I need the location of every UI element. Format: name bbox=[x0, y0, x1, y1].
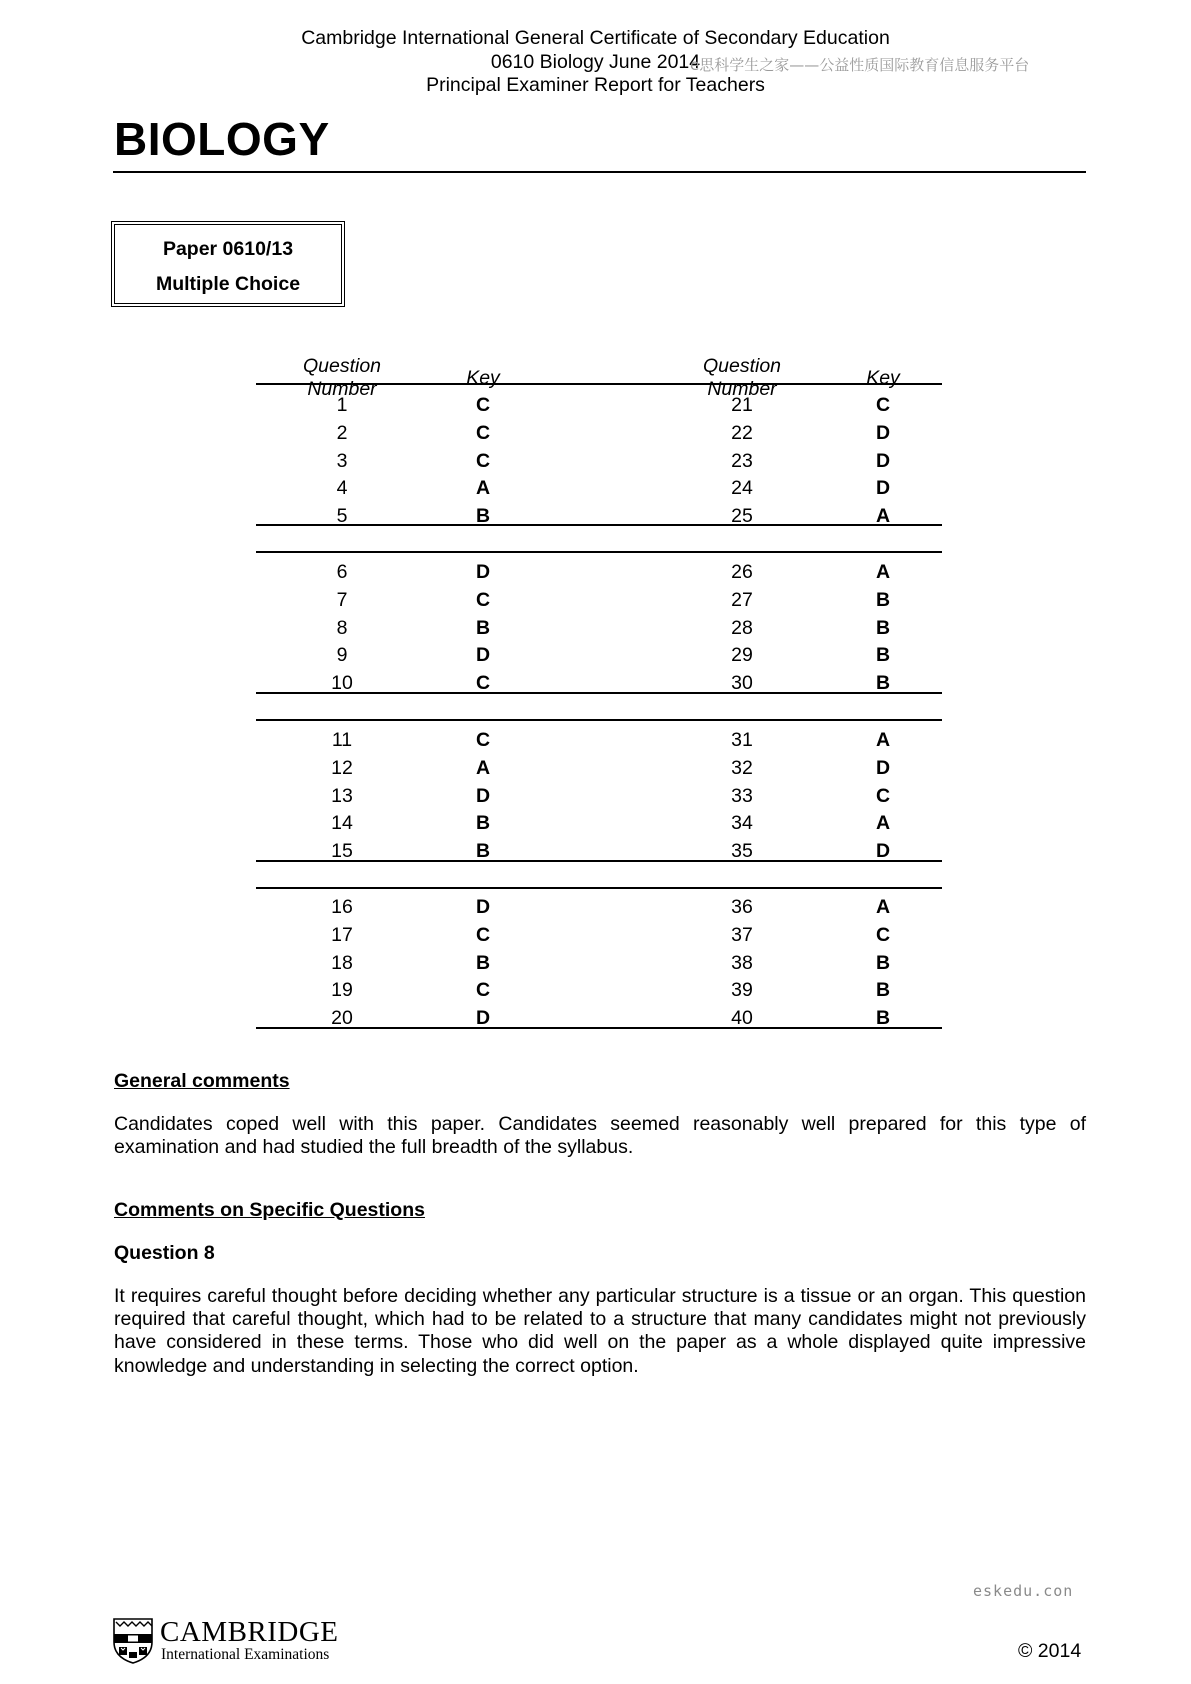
answer-key: B bbox=[875, 672, 891, 695]
question-number: 33 bbox=[731, 784, 753, 807]
question-number: 17 bbox=[331, 923, 353, 946]
paper-code: Paper 0610/13 bbox=[162, 238, 294, 260]
answer-key: D bbox=[475, 896, 491, 918]
footer-url: eskedu.con bbox=[973, 1582, 1074, 1600]
answer-key: A bbox=[875, 561, 891, 583]
answer-key: B bbox=[875, 644, 891, 667]
question-number: 26 bbox=[731, 561, 753, 583]
answer-key: C bbox=[475, 421, 491, 444]
table-row bbox=[256, 840, 942, 870]
answer-key: B bbox=[475, 951, 491, 974]
question-number: 1 bbox=[336, 394, 348, 416]
question-number: 5 bbox=[336, 505, 348, 528]
header-line-2: 0610 Biology June 2014 bbox=[490, 50, 701, 73]
table-row bbox=[256, 896, 942, 926]
question-8-text: It requires careful thought before deciding whether any particular structure is a tissue or an organ. This question required that careful thought, which had to be related to a structure that many candidates might not previously have considered in these terms. Those who did well on the paper as a whole displayed quite impressive knowledge and understanding in selecting the correct option. bbox=[114, 1285, 1086, 1377]
paper-type: Multiple Choice bbox=[155, 273, 301, 295]
header-number-word: Number bbox=[307, 378, 377, 400]
table-row bbox=[256, 672, 942, 702]
question-number: 28 bbox=[731, 616, 753, 639]
answer-key: B bbox=[875, 1007, 891, 1030]
answer-key: C bbox=[475, 588, 491, 611]
watermark-text: e思科学生之家——公益性质国际教育信息服务平台 bbox=[690, 56, 1030, 74]
answer-key: D bbox=[875, 840, 891, 863]
logo-subtitle: International Examinations bbox=[161, 1646, 330, 1663]
answer-key: A bbox=[475, 477, 491, 500]
answer-key: D bbox=[475, 644, 491, 667]
table-row bbox=[256, 617, 942, 647]
question-number: 10 bbox=[331, 672, 353, 695]
table-row bbox=[256, 785, 942, 815]
answer-key: C bbox=[475, 672, 491, 695]
question-number: 30 bbox=[731, 672, 753, 695]
question-number: 21 bbox=[731, 394, 753, 416]
logo-name: CAMBRIDGE bbox=[160, 1616, 339, 1648]
answer-key: C bbox=[475, 729, 491, 751]
table-row bbox=[256, 505, 942, 535]
answer-key: B bbox=[475, 505, 491, 528]
header-line-1: Cambridge International General Certificate of Secondary Education bbox=[301, 27, 890, 49]
answer-key: C bbox=[875, 394, 891, 416]
question-number: 20 bbox=[331, 1007, 353, 1030]
table-rule bbox=[256, 887, 942, 889]
header-number-word: Number bbox=[707, 378, 777, 400]
question-number: 38 bbox=[731, 951, 753, 974]
answer-key: B bbox=[875, 616, 891, 639]
answer-key: A bbox=[875, 505, 891, 528]
general-comments-heading: General comments bbox=[114, 1070, 290, 1092]
answer-key: C bbox=[875, 923, 891, 946]
question-number: 11 bbox=[331, 729, 353, 751]
answer-key: B bbox=[875, 951, 891, 974]
question-number: 22 bbox=[731, 421, 753, 444]
answer-key: B bbox=[475, 840, 491, 863]
answer-key: C bbox=[475, 923, 491, 946]
question-number: 8 bbox=[336, 616, 348, 639]
question-8-heading: Question 8 bbox=[114, 1242, 215, 1264]
answer-key: C bbox=[875, 784, 891, 807]
question-number: 40 bbox=[731, 1007, 753, 1030]
question-number: 31 bbox=[731, 729, 753, 751]
table-row bbox=[256, 812, 942, 842]
table-row bbox=[256, 952, 942, 982]
question-number: 24 bbox=[731, 477, 753, 500]
header-question-word: Question bbox=[302, 355, 382, 377]
cambridge-logo bbox=[113, 1618, 353, 1666]
question-number: 34 bbox=[731, 812, 753, 835]
answer-key: D bbox=[875, 477, 891, 500]
answer-key: C bbox=[475, 449, 491, 472]
question-number: 4 bbox=[336, 477, 348, 500]
page-title: BIOLOGY bbox=[114, 113, 330, 165]
general-comments-text: Candidates coped well with this paper. Candidates seemed reasonably well prepared for this type of examination and had studied the full breadth of the syllabus. bbox=[114, 1113, 1086, 1159]
paper-box bbox=[111, 221, 345, 307]
answer-key: A bbox=[475, 756, 491, 779]
question-number: 37 bbox=[731, 923, 753, 946]
table-row bbox=[256, 561, 942, 591]
question-number: 18 bbox=[331, 951, 353, 974]
question-number: 3 bbox=[336, 449, 348, 472]
table-row bbox=[256, 979, 942, 1009]
question-number: 2 bbox=[336, 421, 348, 444]
table-rule bbox=[256, 719, 942, 721]
answer-key: D bbox=[475, 1007, 491, 1030]
question-number: 25 bbox=[731, 505, 753, 528]
answer-key: D bbox=[875, 449, 891, 472]
question-number: 7 bbox=[336, 588, 348, 611]
table-row bbox=[256, 644, 942, 674]
question-number: 14 bbox=[331, 812, 353, 835]
table-row bbox=[256, 477, 942, 507]
question-number: 16 bbox=[331, 896, 353, 918]
question-number: 12 bbox=[331, 756, 353, 779]
answer-key: D bbox=[875, 756, 891, 779]
cambridge-crest-icon bbox=[113, 1618, 153, 1664]
header-line-3: Principal Examiner Report for Teachers bbox=[426, 74, 765, 96]
header-key-left: Key bbox=[466, 367, 500, 389]
title-rule bbox=[113, 171, 1086, 173]
table-rule bbox=[256, 383, 942, 385]
table-row bbox=[256, 589, 942, 619]
answer-key: B bbox=[475, 616, 491, 639]
table-row bbox=[256, 394, 942, 424]
copyright: © 2014 bbox=[1018, 1640, 1082, 1662]
table-row bbox=[256, 422, 942, 452]
answer-key: B bbox=[875, 588, 891, 611]
question-number: 39 bbox=[731, 979, 753, 1002]
answer-key: A bbox=[875, 812, 891, 835]
question-number: 13 bbox=[331, 784, 353, 807]
question-number: 35 bbox=[731, 840, 753, 863]
question-number: 36 bbox=[731, 896, 753, 918]
question-number: 6 bbox=[336, 561, 348, 583]
answer-key: C bbox=[475, 394, 491, 416]
specific-comments-heading: Comments on Specific Questions bbox=[114, 1199, 425, 1221]
header-question-word: Question bbox=[702, 355, 782, 377]
question-number: 19 bbox=[331, 979, 353, 1002]
table-row bbox=[256, 757, 942, 787]
question-number: 15 bbox=[331, 840, 353, 863]
question-number: 9 bbox=[336, 644, 348, 667]
answer-key: D bbox=[875, 421, 891, 444]
answer-key: B bbox=[875, 979, 891, 1002]
table-row bbox=[256, 729, 942, 759]
answer-key: A bbox=[875, 729, 891, 751]
question-number: 29 bbox=[731, 644, 753, 667]
answer-key: C bbox=[475, 979, 491, 1002]
question-number: 27 bbox=[731, 588, 753, 611]
answer-key: B bbox=[475, 812, 491, 835]
header-key-right: Key bbox=[866, 367, 900, 389]
answer-key: D bbox=[475, 784, 491, 807]
table-row bbox=[256, 450, 942, 480]
answer-key: A bbox=[875, 896, 891, 918]
table-rule bbox=[256, 551, 942, 553]
table-row bbox=[256, 1007, 942, 1037]
answer-key: D bbox=[475, 561, 491, 583]
question-number: 32 bbox=[731, 756, 753, 779]
question-number: 23 bbox=[731, 449, 753, 472]
table-row bbox=[256, 924, 942, 954]
